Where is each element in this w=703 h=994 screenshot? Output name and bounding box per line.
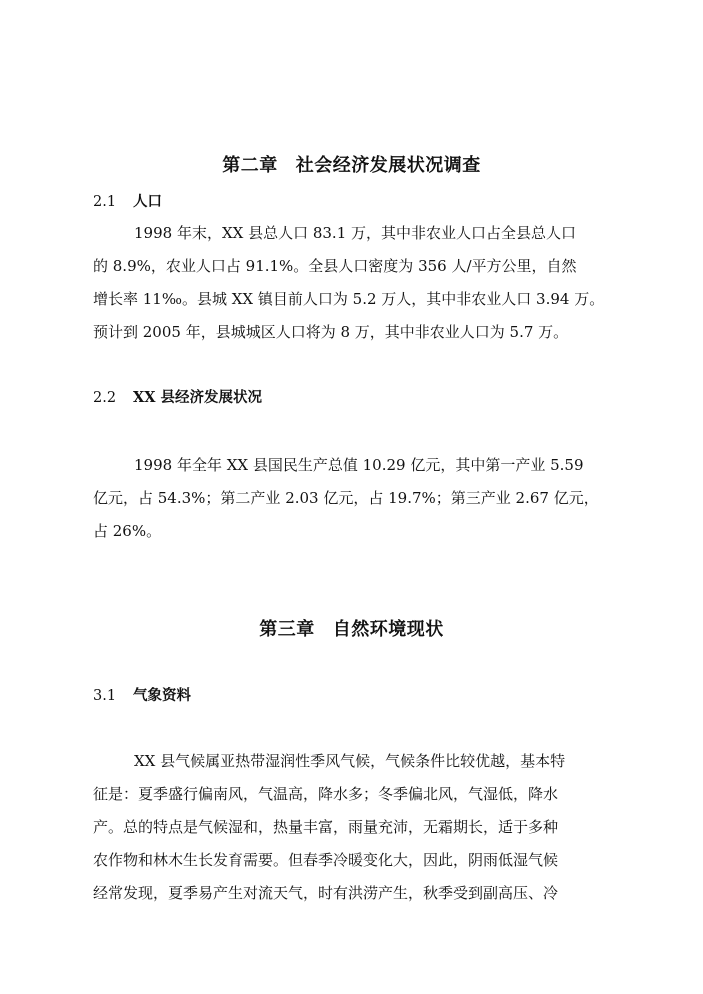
section-2-1-number: 2.1	[93, 194, 117, 210]
chapter-3-heading	[0, 618, 703, 642]
chapter-2-number: 第二章	[222, 155, 278, 176]
chapter-2-title: 社会经济发展状况调查	[295, 155, 481, 176]
section-3-1-title: 气象资料	[133, 687, 191, 704]
section-3-1-heading	[93, 686, 191, 706]
section-2-2-heading	[93, 388, 262, 408]
section-2-1-title: 人口	[133, 193, 162, 210]
chapter-3-number: 第三章	[259, 619, 315, 640]
section-2-2-line-1: 1998 年全年 XX 县国民生产总值 10.29 亿元，其中第一产业 5.59	[134, 456, 584, 474]
section-2-1-line-1: 1998 年末，XX 县总人口 83.1 万，其中非农业人口占全县总人口	[134, 224, 577, 242]
chapter-3-title: 自然环境现状	[332, 619, 444, 640]
section-2-1-heading	[93, 192, 162, 212]
chapter-2-heading	[0, 154, 703, 178]
section-2-2-line-2: 亿元，占 54.3%；第二产业 2.03 亿元，占 19.7%；第三产业 2.67 亿元，	[93, 489, 599, 507]
section-3-1-line-3: 产。总的特点是气候湿和，热量丰富，雨量充沛，无霜期长，适于多种	[93, 818, 559, 836]
section-2-1-line-4: 预计到 2005 年，县城城区人口将为 8 万，其中非农业人口为 5.7 万。	[93, 323, 569, 341]
section-3-1-line-1: XX 县气候属亚热带湿润性季风气候，气候条件比较优越，基本特	[134, 752, 566, 770]
section-2-1-line-2: 的 8.9%，农业人口占 91.1%。全县人口密度为 356 人/平方公里，自然	[93, 257, 577, 275]
section-3-1-line-4: 农作物和林木生长发育需要。但春季冷暖变化大，因此，阴雨低湿气候	[93, 851, 559, 869]
section-2-2-line-3: 占 26%。	[93, 522, 162, 540]
section-2-2-number: 2.2	[93, 390, 117, 406]
section-2-1-line-3: 增长率 11‰。县城 XX 镇目前人口为 5.2 万人，其中非农业人口 3.94 万。	[93, 290, 605, 308]
section-3-1-line-5: 经常发现，夏季易产生对流天气，时有洪涝产生，秋季受到副高压、冷	[93, 884, 559, 902]
section-3-1-number: 3.1	[93, 688, 117, 704]
section-2-2-title: XX 县经济发展状况	[133, 389, 263, 406]
section-3-1-line-2: 征是：夏季盛行偏南风，气温高，降水多；冬季偏北风，气湿低，降水	[93, 785, 559, 803]
